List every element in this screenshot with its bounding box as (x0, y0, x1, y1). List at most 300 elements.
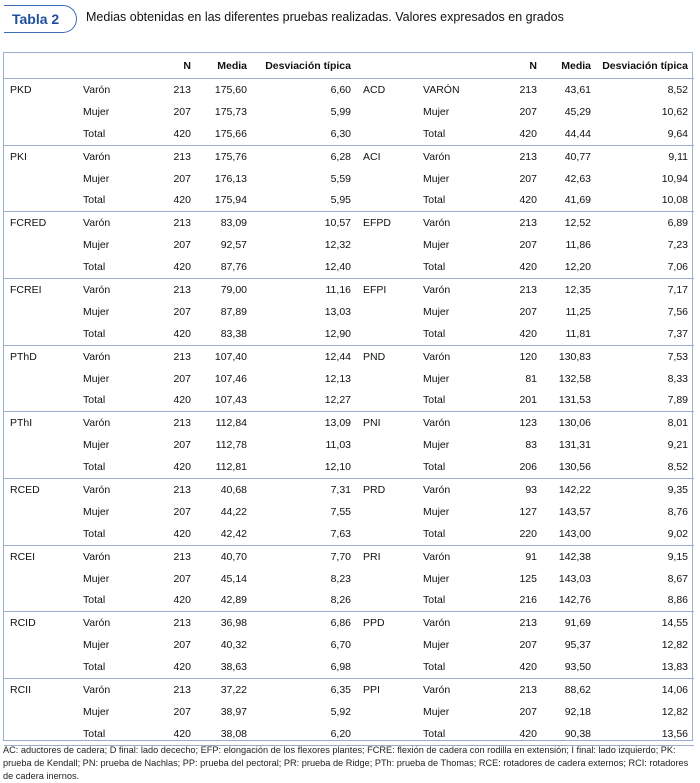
sd-value: 9,35 (667, 483, 688, 496)
sex-label: Total (77, 256, 133, 278)
n-value: 213 (173, 217, 191, 230)
n-value: 91 (525, 550, 537, 563)
group-label: EFPD (363, 217, 392, 230)
group-label: PKD (10, 83, 32, 96)
table-header (0, 0, 700, 36)
sex-label: Total (77, 523, 133, 545)
mean-value: 175,73 (214, 105, 247, 118)
table-row (4, 323, 694, 345)
group-label (357, 501, 417, 523)
n-value: 213 (173, 417, 191, 430)
sex-label: Varón (83, 617, 111, 630)
header-n: N (477, 53, 537, 79)
mean-value: 44,44 (537, 123, 591, 145)
sex-label: Mujer (423, 105, 450, 118)
sex-label: Varón (83, 683, 111, 696)
table-row (4, 634, 694, 656)
n-value: 206 (477, 456, 537, 478)
sd-value: 10,62 (661, 105, 688, 118)
sex-label: Varón (423, 617, 451, 630)
group-label (4, 568, 77, 590)
header-blank (417, 53, 477, 79)
table-row (4, 701, 694, 723)
mean-value: 112,78 (215, 439, 247, 452)
sd-value: 6,35 (330, 683, 351, 696)
sd-value: 8,01 (667, 417, 688, 430)
group-label (4, 323, 77, 345)
header-blank (77, 53, 133, 79)
group-label: PPI (363, 683, 380, 696)
n-value: 207 (173, 505, 191, 518)
table-row (4, 545, 694, 567)
table-row (4, 101, 694, 123)
mean-value: 43,61 (564, 83, 591, 96)
n-value: 207 (173, 372, 191, 385)
n-value: 201 (477, 389, 537, 411)
sd-value: 12,90 (247, 323, 357, 345)
mean-value: 12,35 (564, 283, 591, 296)
sd-value: 5,59 (330, 172, 351, 185)
sd-value: 12,10 (247, 456, 357, 478)
n-value: 420 (133, 256, 191, 278)
mean-value: 41,69 (537, 189, 591, 211)
sd-value: 9,64 (591, 123, 694, 145)
sex-label: Varón (83, 283, 111, 296)
mean-value: 37,22 (220, 683, 247, 696)
group-label (4, 456, 77, 478)
mean-value: 83,38 (191, 323, 247, 345)
sd-value: 5,99 (330, 105, 351, 118)
n-value: 93 (525, 483, 537, 496)
group-label (357, 256, 417, 278)
sex-label: Mujer (83, 705, 110, 718)
n-value: 207 (173, 239, 191, 252)
sex-label: Total (417, 523, 477, 545)
group-label (357, 301, 417, 323)
sex-label: Varón (83, 217, 111, 230)
header-blank (357, 53, 417, 79)
table-row (4, 279, 694, 301)
sex-label: Mujer (83, 105, 110, 118)
sex-label: Total (77, 189, 133, 211)
n-value: 213 (173, 83, 191, 96)
group-label (4, 101, 77, 123)
n-value: 213 (173, 617, 191, 630)
sd-value: 6,28 (330, 150, 351, 163)
mean-value: 107,43 (191, 389, 247, 411)
n-value: 207 (519, 305, 537, 318)
mean-value: 143,57 (558, 505, 591, 518)
sd-value: 7,56 (667, 305, 688, 318)
sex-label: Varón (83, 483, 111, 496)
mean-value: 12,20 (537, 256, 591, 278)
sd-value: 6,30 (247, 123, 357, 145)
group-label (4, 523, 77, 545)
sex-label: VARÓN (423, 83, 460, 96)
group-label: RCEI (10, 550, 36, 563)
sex-label: Mujer (83, 439, 110, 452)
sd-value: 7,06 (591, 256, 694, 278)
group-label (4, 434, 77, 456)
mean-value: 93,50 (537, 656, 591, 678)
sex-label: Mujer (423, 172, 450, 185)
table-row (4, 123, 694, 145)
sd-value: 7,55 (330, 505, 351, 518)
sd-value: 7,37 (591, 323, 694, 345)
sd-value: 14,55 (661, 617, 688, 630)
group-label (357, 434, 417, 456)
n-value: 213 (173, 683, 191, 696)
sex-label: Varón (83, 417, 111, 430)
header-media: Media (191, 53, 247, 79)
mean-value: 143,00 (537, 523, 591, 545)
n-value: 213 (519, 683, 537, 696)
mean-value: 131,31 (558, 439, 591, 452)
header-row (4, 53, 694, 79)
table-row (4, 656, 694, 678)
sd-value: 12,40 (247, 256, 357, 278)
mean-value: 92,57 (220, 239, 247, 252)
mean-value: 142,38 (558, 550, 591, 563)
mean-value: 130,06 (558, 417, 591, 430)
sd-value: 6,60 (330, 83, 351, 96)
mean-value: 143,03 (558, 572, 591, 585)
group-label (357, 589, 417, 611)
sex-label: Mujer (83, 172, 110, 185)
table-row (4, 368, 694, 390)
sd-value: 9,02 (591, 523, 694, 545)
table-footnote: AC: aductores de cadera; D final: lado dececho; EFP: elongación de los flexores plantes; FCRE: flexión de cadera con rodilla en extensión; I final: lado izquierdo; PK: prueba de Kendall; PN: prueba de Nachlas; PP: prueba del pectoral; PR: prueba de Ridge; PTh: prueba de Thomas; RCE: rotadores de cadera externos; RCI: rotadores de cadera inernos. (3, 745, 689, 781)
sd-value: 13,03 (324, 305, 351, 318)
n-value: 420 (477, 256, 537, 278)
sd-value: 9,15 (667, 550, 688, 563)
group-label: EFPI (363, 283, 387, 296)
mean-value: 42,42 (191, 523, 247, 545)
sex-label: Total (77, 589, 133, 611)
n-value: 207 (173, 639, 191, 652)
n-value: 420 (133, 323, 191, 345)
group-label (357, 656, 417, 678)
sd-value: 14,06 (661, 683, 688, 696)
group-label: PND (363, 350, 386, 363)
n-value: 83 (525, 439, 537, 452)
table-row (4, 568, 694, 590)
group-label: FCREI (10, 283, 42, 296)
sd-value: 9,21 (667, 439, 688, 452)
mean-value: 11,81 (537, 323, 591, 345)
sd-value: 11,03 (325, 439, 351, 452)
sd-value: 5,92 (330, 705, 351, 718)
sd-value: 6,98 (247, 656, 357, 678)
sex-label: Total (77, 723, 133, 745)
group-label (357, 701, 417, 723)
sd-value: 13,09 (324, 417, 351, 430)
sd-value: 13,56 (591, 723, 694, 745)
sex-label: Mujer (423, 705, 450, 718)
table-row (4, 412, 694, 434)
mean-value: 87,89 (220, 305, 247, 318)
sex-label: Total (77, 123, 133, 145)
n-value: 207 (173, 105, 191, 118)
group-label (357, 189, 417, 211)
n-value: 213 (519, 283, 537, 296)
mean-value: 130,56 (537, 456, 591, 478)
sex-label: Varón (423, 150, 451, 163)
group-label (357, 523, 417, 545)
mean-value: 45,29 (564, 105, 591, 118)
sd-value: 13,83 (591, 656, 694, 678)
sd-value: 12,13 (324, 372, 351, 385)
n-value: 420 (133, 523, 191, 545)
n-value: 207 (519, 172, 537, 185)
mean-value: 107,46 (214, 372, 247, 385)
mean-value: 142,76 (537, 589, 591, 611)
sex-label: Mujer (423, 572, 450, 585)
sex-label: Varón (423, 550, 451, 563)
header-desviacion: Desviación típica (247, 53, 357, 79)
mean-value: 42,89 (191, 589, 247, 611)
sd-value: 6,89 (667, 217, 688, 230)
header-media: Media (537, 53, 591, 79)
n-value: 207 (519, 639, 537, 652)
n-value: 420 (477, 656, 537, 678)
sd-value: 12,82 (661, 705, 688, 718)
group-label: ACI (363, 150, 381, 163)
n-value: 213 (519, 617, 537, 630)
group-label (357, 389, 417, 411)
n-value: 207 (173, 439, 191, 452)
n-value: 420 (133, 589, 191, 611)
mean-value: 40,70 (220, 550, 247, 563)
group-label (357, 168, 417, 190)
sex-label: Total (417, 589, 477, 611)
mean-value: 88,62 (564, 683, 591, 696)
group-label (4, 368, 77, 390)
sex-label: Total (77, 323, 133, 345)
sd-value: 6,86 (330, 617, 351, 630)
n-value: 216 (477, 589, 537, 611)
table-caption: Medias obtenidas en las diferentes pruebas realizadas. Valores expresados en grados (86, 10, 564, 24)
n-value: 420 (133, 189, 191, 211)
table-row (4, 189, 694, 211)
table-body (4, 79, 694, 746)
table-row (4, 345, 694, 367)
group-label (4, 656, 77, 678)
mean-value: 130,83 (558, 350, 591, 363)
group-label: PThI (10, 417, 33, 430)
sd-value: 12,44 (324, 350, 351, 363)
sd-value: 8,33 (667, 372, 688, 385)
n-value: 420 (477, 723, 537, 745)
sex-label: Total (417, 256, 477, 278)
sex-label: Varón (423, 283, 451, 296)
mean-value: 44,22 (220, 505, 247, 518)
sex-label: Total (77, 389, 133, 411)
mean-value: 131,53 (537, 389, 591, 411)
n-value: 213 (173, 150, 191, 163)
n-value: 123 (519, 417, 537, 430)
table-row (4, 389, 694, 411)
n-value: 207 (519, 239, 537, 252)
mean-value: 11,25 (565, 305, 591, 318)
sex-label: Total (77, 656, 133, 678)
sd-value: 8,52 (591, 456, 694, 478)
sex-label: Total (417, 389, 477, 411)
group-label (4, 189, 77, 211)
group-label (4, 723, 77, 745)
group-label (357, 723, 417, 745)
table-row (4, 168, 694, 190)
sd-value: 6,70 (330, 639, 351, 652)
header-blank (4, 53, 77, 79)
sex-label: Mujer (423, 305, 450, 318)
n-value: 207 (173, 572, 191, 585)
mean-value: 142,22 (558, 483, 591, 496)
sd-value: 7,31 (330, 483, 351, 496)
table-row (4, 479, 694, 501)
sex-label: Varón (423, 483, 451, 496)
sex-label: Varón (83, 550, 111, 563)
sex-label: Mujer (423, 505, 450, 518)
group-label: PNI (363, 417, 381, 430)
group-label: PPD (363, 617, 385, 630)
data-table (4, 53, 694, 746)
n-value: 125 (519, 572, 537, 585)
sd-value: 5,95 (247, 189, 357, 211)
sex-label: Varón (423, 683, 451, 696)
mean-value: 132,58 (558, 372, 591, 385)
mean-value: 40,32 (220, 639, 247, 652)
mean-value: 38,63 (191, 656, 247, 678)
group-label (4, 301, 77, 323)
group-label (4, 389, 77, 411)
mean-value: 87,76 (191, 256, 247, 278)
table-row (4, 456, 694, 478)
group-label (357, 634, 417, 656)
table-row (4, 523, 694, 545)
mean-value: 79,00 (220, 283, 247, 296)
mean-value: 40,77 (564, 150, 591, 163)
header-desviacion: Desviación típica (591, 53, 694, 79)
sd-value: 8,52 (667, 83, 688, 96)
sex-label: Mujer (423, 439, 450, 452)
group-label (357, 234, 417, 256)
sd-value: 8,76 (667, 505, 688, 518)
sex-label: Varón (83, 150, 111, 163)
group-label: PRI (363, 550, 381, 563)
sex-label: Varón (423, 417, 451, 430)
sex-label: Total (77, 456, 133, 478)
mean-value: 12,52 (564, 217, 591, 230)
mean-value: 83,09 (220, 217, 247, 230)
sex-label: Varón (423, 217, 451, 230)
sex-label: Mujer (83, 639, 110, 652)
sex-label: Mujer (423, 372, 450, 385)
n-value: 420 (133, 656, 191, 678)
n-value: 420 (133, 723, 191, 745)
sex-label: Total (417, 123, 477, 145)
n-value: 127 (519, 505, 537, 518)
n-value: 213 (173, 350, 191, 363)
sex-label: Varón (423, 350, 451, 363)
sex-label: Mujer (83, 239, 110, 252)
n-value: 213 (519, 150, 537, 163)
sex-label: Varón (83, 83, 111, 96)
table-label-tab (4, 5, 77, 33)
group-label (357, 456, 417, 478)
n-value: 207 (173, 172, 191, 185)
mean-value: 38,08 (191, 723, 247, 745)
group-label: PThD (10, 350, 37, 363)
sd-value: 9,11 (668, 150, 688, 163)
sex-label: Mujer (423, 239, 450, 252)
group-label (357, 101, 417, 123)
sd-value: 10,94 (661, 172, 688, 185)
n-value: 420 (477, 123, 537, 145)
group-label: ACD (363, 83, 386, 96)
group-label (357, 568, 417, 590)
sd-value: 7,63 (247, 523, 357, 545)
sex-label: Total (417, 323, 477, 345)
mean-value: 38,97 (220, 705, 247, 718)
sd-value: 6,20 (247, 723, 357, 745)
group-label (357, 123, 417, 145)
data-table-container (3, 52, 693, 741)
group-label (4, 589, 77, 611)
group-label: RCII (10, 683, 31, 696)
table-row (4, 79, 694, 101)
mean-value: 175,60 (214, 83, 247, 96)
table-row (4, 501, 694, 523)
table-row (4, 256, 694, 278)
table-label: Tabla 2 (12, 11, 60, 27)
sex-label: Mujer (423, 639, 450, 652)
table-row (4, 145, 694, 167)
table-row (4, 301, 694, 323)
table-row (4, 234, 694, 256)
group-label (4, 634, 77, 656)
sd-value: 10,57 (324, 217, 351, 230)
group-label: RCID (10, 617, 36, 630)
sd-value: 11,16 (325, 283, 351, 296)
mean-value: 11,86 (565, 239, 591, 252)
n-value: 420 (477, 323, 537, 345)
n-value: 213 (173, 483, 191, 496)
header-n: N (133, 53, 191, 79)
group-label (4, 256, 77, 278)
sex-label: Mujer (83, 305, 110, 318)
n-value: 420 (133, 123, 191, 145)
mean-value: 176,13 (214, 172, 247, 185)
sd-value: 12,82 (661, 639, 688, 652)
group-label (4, 501, 77, 523)
sex-label: Mujer (83, 572, 110, 585)
mean-value: 42,63 (564, 172, 591, 185)
group-label (4, 168, 77, 190)
mean-value: 40,68 (220, 483, 247, 496)
sex-label: Total (417, 656, 477, 678)
sd-value: 12,27 (247, 389, 357, 411)
sd-value: 8,86 (591, 589, 694, 611)
mean-value: 175,66 (191, 123, 247, 145)
mean-value: 175,94 (191, 189, 247, 211)
mean-value: 91,69 (564, 617, 591, 630)
mean-value: 112,81 (191, 456, 247, 478)
sd-value: 12,32 (324, 239, 351, 252)
n-value: 420 (477, 189, 537, 211)
group-label (4, 701, 77, 723)
group-label: RCED (10, 483, 40, 496)
